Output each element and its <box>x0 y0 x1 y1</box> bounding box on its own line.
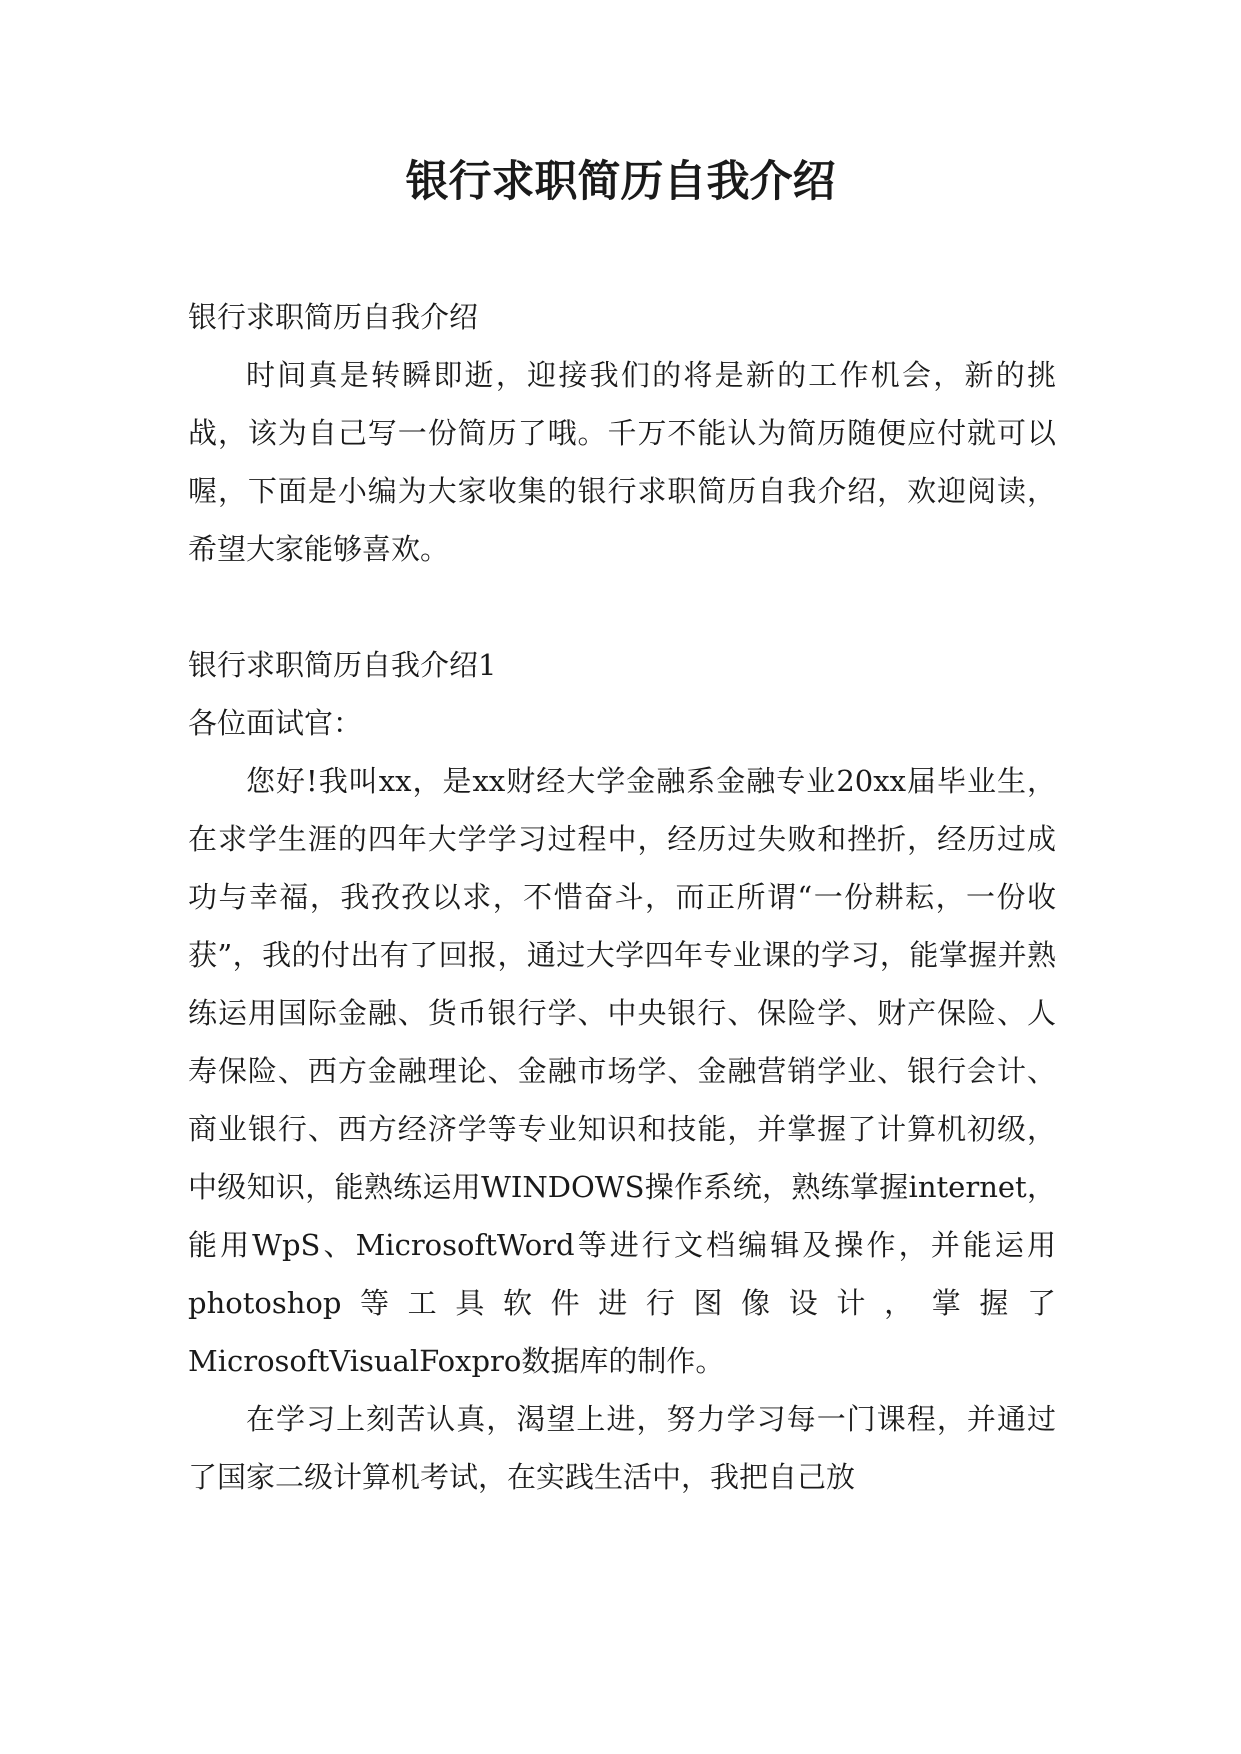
subtitle: 银行求职简历自我介绍 <box>188 300 479 334</box>
body-paragraph-2: 在学习上刻苦认真，渴望上进，努力学习每一门课程，并通过了国家二级计算机考试，在实践生活中，我把自己放 <box>188 1402 1056 1494</box>
section-heading: 银行求职简历自我介绍1 <box>188 648 497 682</box>
salutation: 各位面试官： <box>188 706 363 740</box>
body-paragraph-1: 您好!我叫xx，是xx财经大学金融系金融专业20xx届毕业生，在求学生涯的四年大学学习过程中，经历过失败和挫折，经历过成功与幸福，我孜孜以求，不惜奋斗，而正所谓“一份耕耘，一份收获”，我的付出有了回报，通过大学四年专业课的学习，能掌握并熟练运用国际金融、货币银行学、中央银行、保险学、财产保险、人寿保险、西方金融理论、金融市场学、金融营销学业、银行会计、商业银行、西方经济学等专业知识和技能，并掌握了计算机初级，中级知识，能熟练运用WINDOWS操作系统，熟练掌握internet，能用WpS、MicrosoftWord等进行文档编辑及操作，并能运用photoshop等工具软件进行图像设计，掌握了MicrosoftVisualFoxpro数据库的制作。 <box>188 764 1056 1378</box>
document-title: 银行求职简历自我介绍 <box>405 157 836 207</box>
intro-paragraph: 时间真是转瞬即逝，迎接我们的将是新的工作机会，新的挑战，该为自己写一份简历了哦。千万不能认为简历随便应付就可以喔，下面是小编为大家收集的银行求职简历自我介绍，欢迎阅读，希望大家能够喜欢。 <box>188 358 1056 566</box>
document-body <box>188 288 1056 1506</box>
